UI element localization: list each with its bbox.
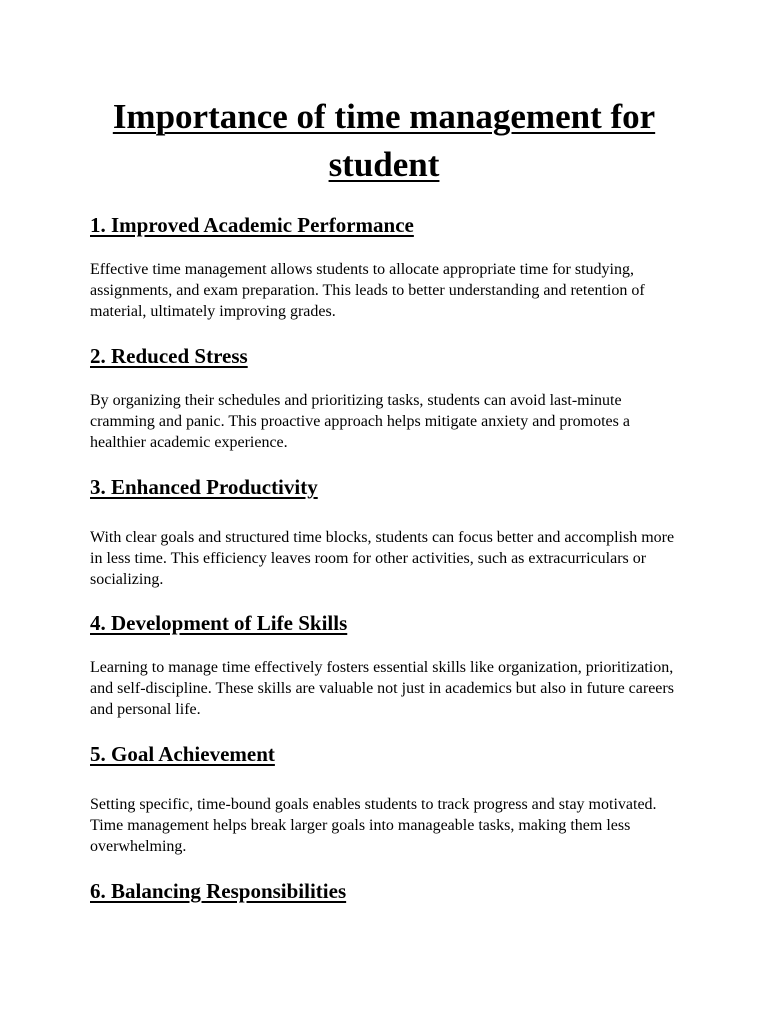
section-heading-reduced-stress: 2. Reduced Stress — [90, 344, 248, 368]
section-heading-enhanced-productivity: 3. Enhanced Productivity — [90, 475, 318, 499]
section-heading-balancing-responsibilities: 6. Balancing Responsibilities — [90, 879, 347, 903]
document-title: Importance of time management for student — [112, 97, 656, 184]
section-body-enhanced-productivity: With clear goals and structured time blocks, students can focus better and accomplish more in less time. This efficiency leaves room for other activities, such as extracurriculars or socializing. — [90, 529, 675, 588]
section-heading-life-skills: 4. Development of Life Skills — [90, 611, 348, 635]
section-body-reduced-stress: By organizing their schedules and prioritizing tasks, students can avoid last-minute cramming and panic. This proactive approach helps mitigate anxiety and promotes a healthier academic experience. — [90, 392, 630, 451]
section-body-academic-performance: Effective time management allows students to allocate appropriate time for studying, assignments, and exam preparation. This leads to better understanding and retention of material, ultimately improving grades. — [90, 261, 645, 320]
section-heading-academic-performance: 1. Improved Academic Performance — [90, 213, 414, 237]
section-heading-goal-achievement: 5. Goal Achievement — [90, 742, 275, 766]
section-body-goal-achievement: Setting specific, time-bound goals enables students to track progress and stay motivated. Time management helps break larger goals into manageable tasks, making them less overwhelming. — [90, 796, 657, 855]
section-body-life-skills: Learning to manage time effectively fosters essential skills like organization, prioritization, and self-discipline. These skills are valuable not just in academics but also in future careers and personal life. — [90, 659, 674, 718]
